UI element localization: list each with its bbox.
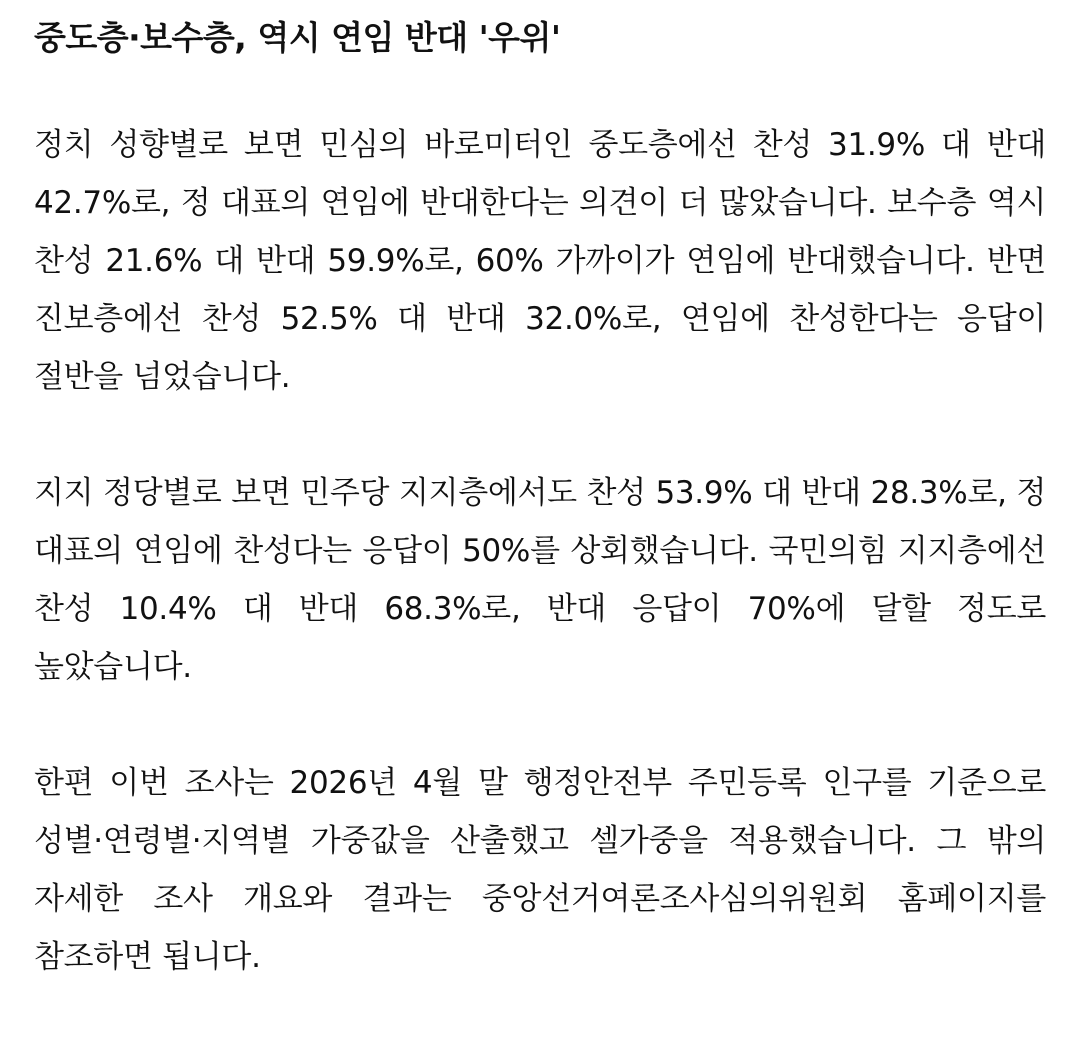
paragraph-party-support: 지지 정당별로 보면 민주당 지지층에서도 찬성 53.9% 대 반대 28.3%로, 정 대표의 연임에 찬성다는 응답이 50%를 상회했습니다. 국민의힘 지지층에선 찬성 10.4% 대 반대 68.3%로, 반대 응답이 70%에 달할 정도로 높았습니다. (34, 475, 1046, 685)
paragraph-methodology: 한편 이번 조사는 2026년 4월 말 행정안전부 주민등록 인구를 기준으로 성별·연령별·지역별 가중값을 산출했고 셀가중을 적용했습니다. 그 밖의 자세한 조사 개요와 결과는 중앙선거여론조사심의위원회 홈페이지를 참조하면 됩니다. (34, 765, 1046, 975)
article-headline: 중도층·보수층, 역시 연임 반대 '우위' (34, 18, 561, 57)
paragraph-ideology: 정치 성향별로 보면 민심의 바로미터인 중도층에선 찬성 31.9% 대 반대 42.7%로, 정 대표의 연임에 반대한다는 의견이 더 많았습니다. 보수층 역시 찬성 21.6% 대 반대 59.9%로, 60% 가까이가 연임에 반대했습니다. 반면 진보층에선 찬성 52.5% 대 반대 32.0%로, 연임에 찬성한다는 응답이 절반을 넘었습니다. (34, 127, 1046, 395)
